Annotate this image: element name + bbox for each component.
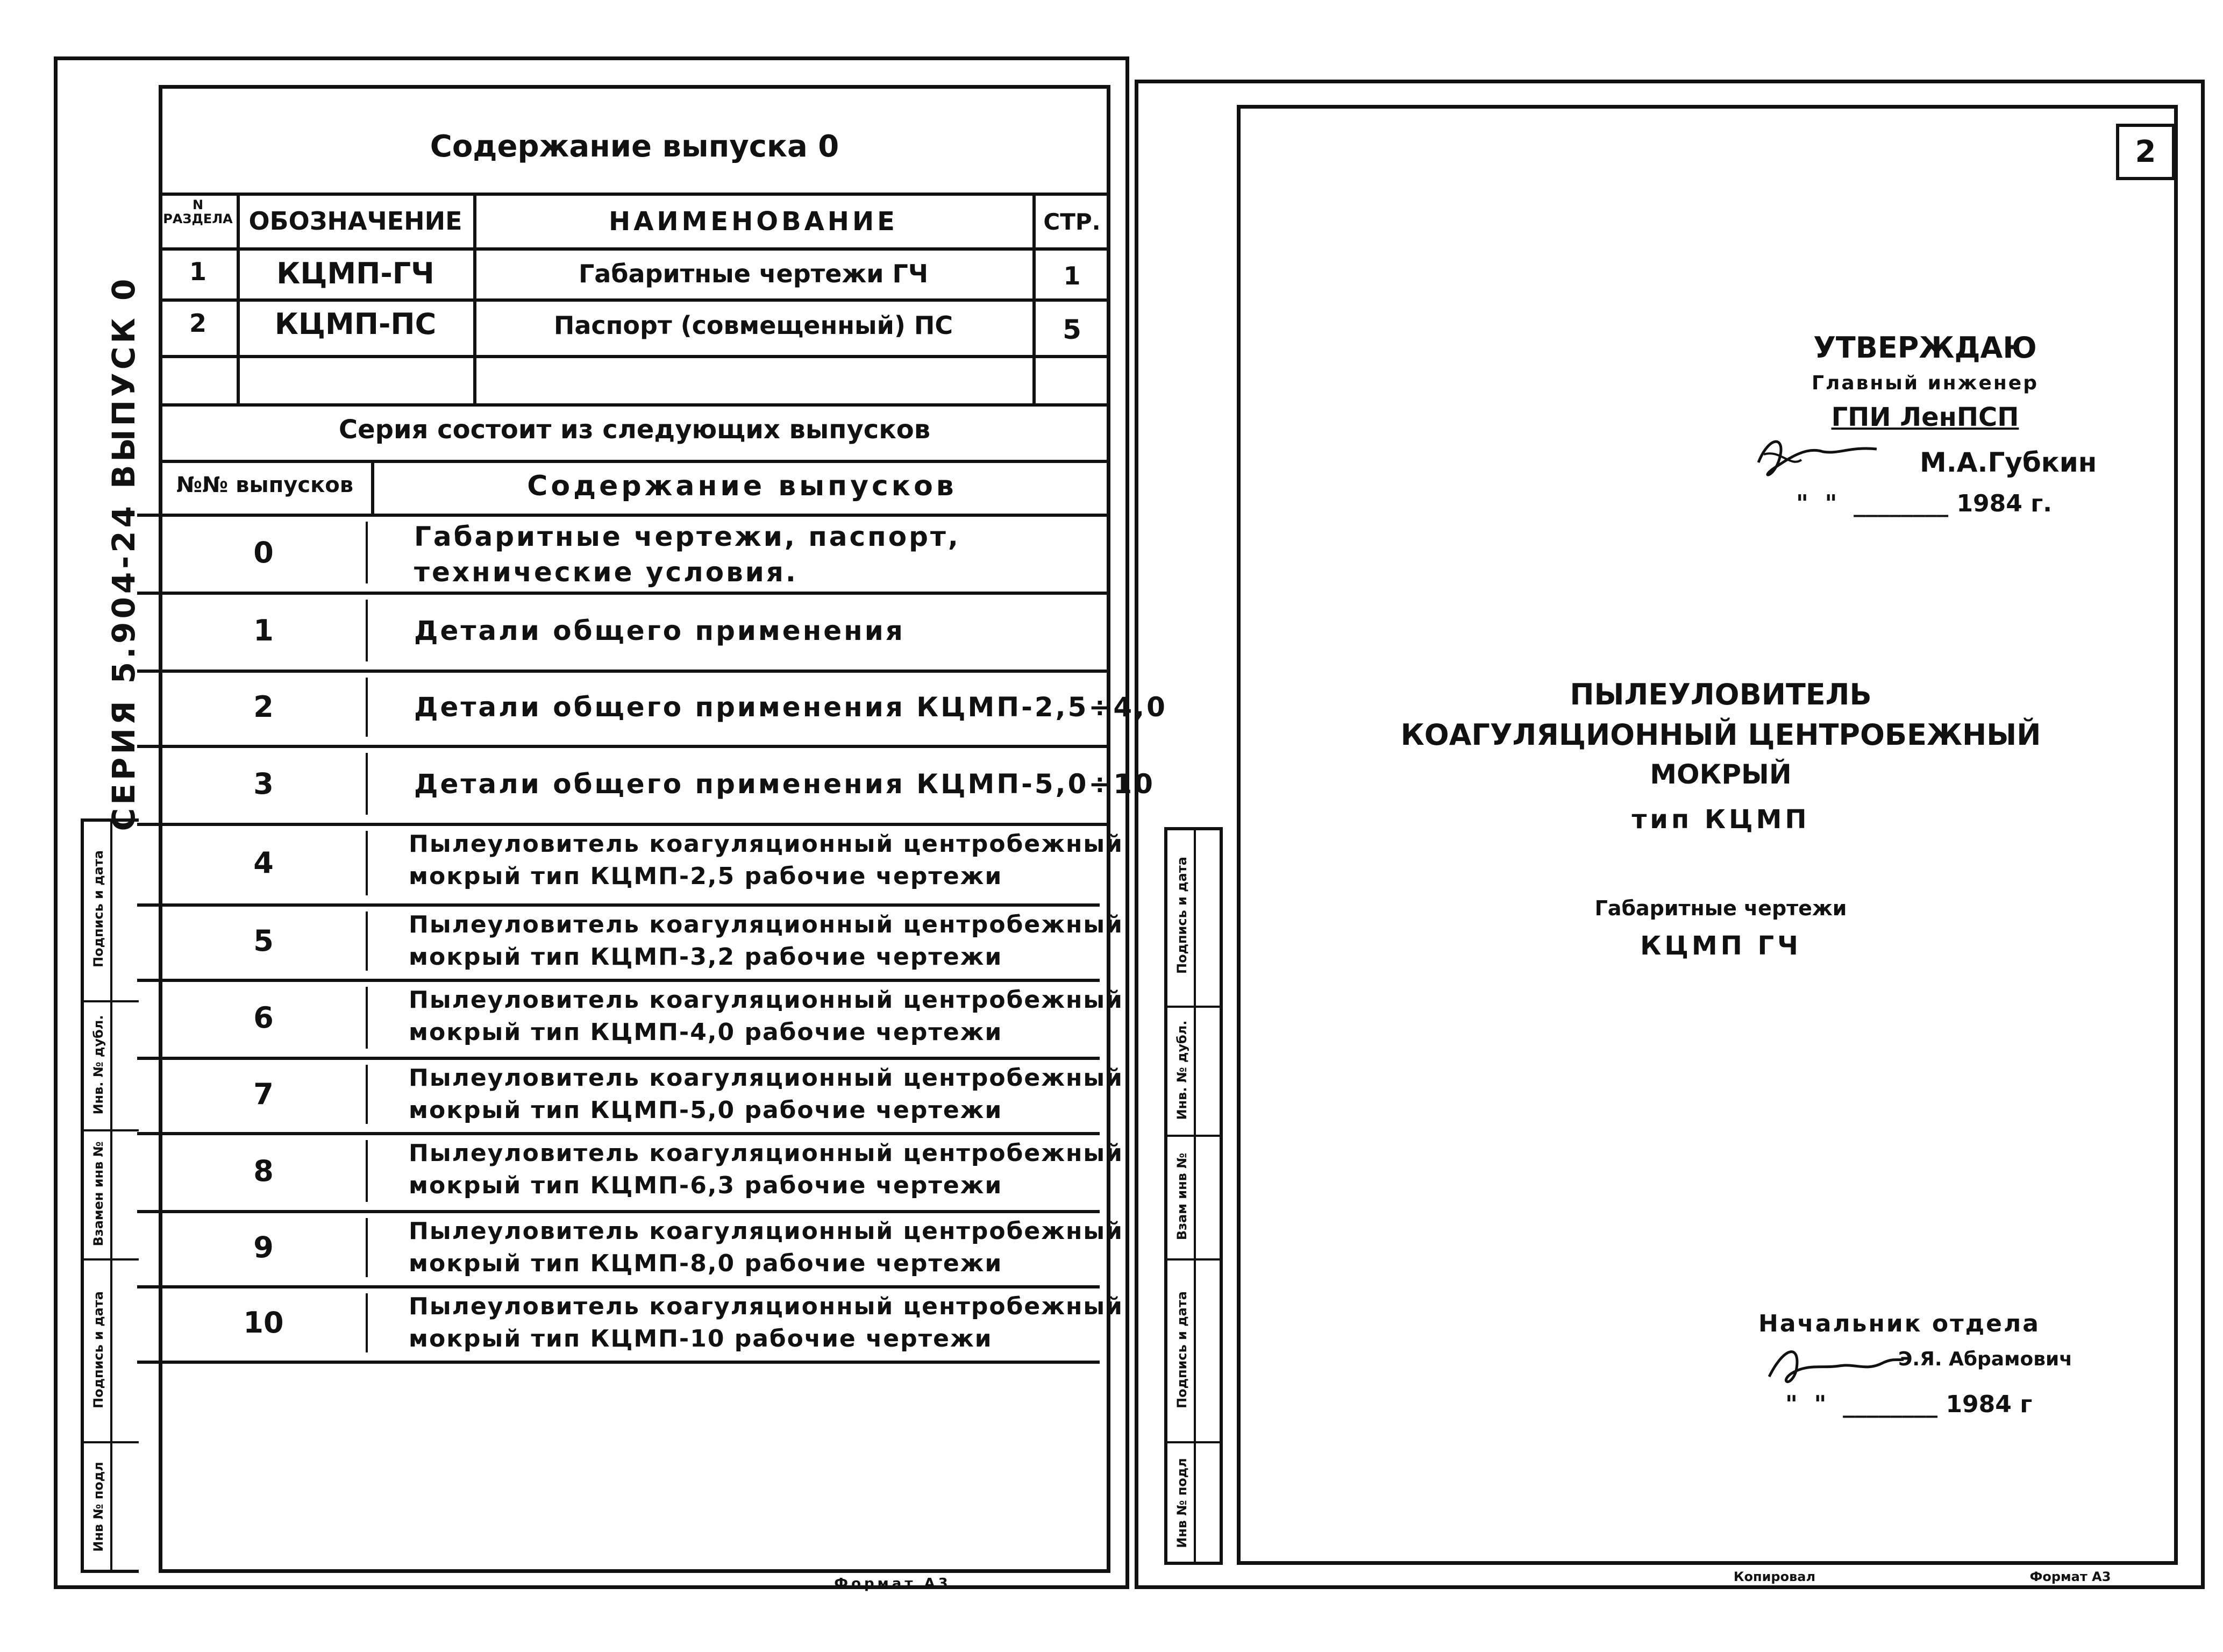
subtitle-line-2: КЦМП ГЧ <box>1640 931 1801 961</box>
series-row-separator <box>366 753 368 815</box>
series-row-num: 1 <box>253 613 274 647</box>
series-row-separator <box>366 912 368 971</box>
title-line-2: КОАГУЛЯЦИОННЫЙ ЦЕНТРОБЕЖНЫЙ <box>1400 718 2041 752</box>
series-row-content-line1: Детали общего применения КЦМП-5,0÷10 <box>414 768 1155 800</box>
contents-title: Содержание выпуска 0 <box>430 129 839 164</box>
stamp-label-original-inv: Инв № подл <box>91 1462 106 1552</box>
series-row-separator <box>366 1218 368 1277</box>
stamp-label-signature-date-2: Подпись и дата <box>91 1291 106 1408</box>
series-row-divider <box>137 1057 1100 1060</box>
approve-date: " " ________ 1984 г. <box>1796 490 2052 517</box>
series-row-divider <box>137 1285 1100 1288</box>
sheet-number: 2 <box>2135 134 2156 169</box>
approve-word: УТВЕРЖДАЮ <box>1813 331 2037 365</box>
series-row-separator <box>366 987 368 1049</box>
right-stamp-signature-date-2: Подпись и дата <box>1174 1291 1189 1408</box>
series-row-num: 8 <box>253 1153 274 1188</box>
series-row-num: 5 <box>253 924 274 958</box>
chief-name: Э.Я. Абрамович <box>1898 1348 2072 1370</box>
series-row-num: 10 <box>243 1306 284 1340</box>
format-label-left: Формат А3 <box>834 1576 951 1592</box>
series-row-num: 4 <box>253 846 274 880</box>
series-row-content-line2: мокрый тип КЦМП-8,0 рабочие чертежи <box>409 1250 1003 1277</box>
series-row-num: 3 <box>253 766 274 801</box>
series-row-separator <box>366 831 368 895</box>
footer-copied-by: Копировал <box>1733 1569 1816 1584</box>
series-row-content-line2: мокрый тип КЦМП-10 рабочие чертежи <box>409 1325 993 1352</box>
right-stamp-signature-date: Подпись и дата <box>1174 857 1189 974</box>
series-row-divider <box>137 1132 1100 1135</box>
series-row-content-line1: Пылеуловитель коагуляционный центробежный <box>409 830 1123 858</box>
series-row-content-line2: мокрый тип КЦМП-5,0 рабочие чертежи <box>409 1096 1003 1124</box>
series-row-num: 2 <box>253 690 274 724</box>
series-row-content-line2: мокрый тип КЦМП-6,3 рабочие чертежи <box>409 1172 1003 1199</box>
header-designation: ОБОЗНАЧЕНИЕ <box>248 206 462 236</box>
series-row-divider <box>137 1361 1100 1364</box>
chief-signature <box>1758 1334 1909 1393</box>
series-row-content-line1: Габаритные чертежи, паспорт, <box>414 521 960 552</box>
series-row-content-line2: технические условия. <box>414 557 798 588</box>
stamp-label-replace-inv: Взамен инв № <box>91 1141 106 1247</box>
series-row-separator <box>366 1140 368 1202</box>
header-section-num: N РАЗДЕЛА <box>163 197 233 227</box>
series-row-content-line2: мокрый тип КЦМП-3,2 рабочие чертежи <box>409 943 1003 971</box>
right-stamp-dup-inv: Инв. № дубл. <box>1174 1020 1189 1120</box>
footer-format-right: Формат А3 <box>2029 1569 2111 1584</box>
series-row-separator <box>366 1293 368 1352</box>
series-row-content-line1: Пылеуловитель коагуляционный центробежный <box>409 1293 1123 1320</box>
right-stamp-replace-inv: Взам инв № <box>1174 1152 1189 1241</box>
right-stamp-original-inv: Инв № подл <box>1174 1458 1189 1548</box>
series-row-content-line1: Пылеуловитель коагуляционный центробежный <box>409 1064 1123 1092</box>
series-row-divider <box>137 745 1110 748</box>
subtitle-line-1: Габаритные чертежи <box>1594 896 1847 920</box>
series-row-separator <box>366 522 368 583</box>
contents-row-1-page: 1 <box>1063 261 1081 290</box>
approve-org: ГПИ ЛенПСП <box>1831 402 2019 432</box>
contents-row-1-name: Габаритные чертежи ГЧ <box>579 259 928 288</box>
series-row-divider <box>137 592 1110 595</box>
series-row-separator <box>366 678 368 737</box>
series-row-num: 0 <box>253 535 274 569</box>
series-header-num: №№ выпусков <box>176 473 354 497</box>
series-row-content-line1: Пылеуловитель коагуляционный центробежный <box>409 911 1123 938</box>
header-name: НАИМЕНОВАНИЕ <box>609 206 898 237</box>
chief-date: " " ________ 1984 г <box>1785 1391 2033 1418</box>
series-row-content-line1: Детали общего применения КЦМП-2,5÷4,0 <box>414 692 1167 723</box>
contents-row-2-designation: КЦМП-ПС <box>274 307 437 341</box>
series-row-divider <box>137 903 1100 907</box>
right-stamp-column <box>1164 827 1222 1565</box>
series-side-label: СЕРИЯ 5.904-24 ВЫПУСК 0 <box>105 275 142 831</box>
series-row-separator <box>366 1065 368 1124</box>
series-row-separator <box>366 600 368 661</box>
series-row-content-line2: мокрый тип КЦМП-2,5 рабочие чертежи <box>409 863 1003 890</box>
series-row-content-line1: Пылеуловитель коагуляционный центробежный <box>409 986 1123 1014</box>
series-title: Серия состоит из следующих выпусков <box>338 415 931 445</box>
contents-row-1-num: 1 <box>189 257 206 286</box>
series-row-num: 7 <box>253 1077 274 1111</box>
title-line-1: ПЫЛЕУЛОВИТЕЛЬ <box>1570 678 1872 711</box>
series-row-divider <box>137 979 1100 982</box>
approver-signature <box>1748 425 1887 484</box>
series-row-divider <box>137 670 1110 673</box>
contents-row-2-page: 5 <box>1063 314 1081 345</box>
contents-row-2-num: 2 <box>189 309 206 338</box>
approve-position: Главный инженер <box>1812 372 2039 394</box>
series-row-num: 6 <box>253 1000 274 1035</box>
chief-position: Начальник отдела <box>1758 1310 2040 1337</box>
stamp-label-signature-date: Подпись и дата <box>91 850 106 967</box>
series-row-divider <box>137 823 1110 826</box>
title-line-4: тип КЦМП <box>1631 804 1810 835</box>
contents-row-2-name: Паспорт (совмещенный) ПС <box>553 311 953 340</box>
series-row-divider <box>137 1210 1100 1213</box>
series-row-num: 9 <box>253 1230 274 1264</box>
series-header-content: Содержание выпусков <box>527 470 957 502</box>
series-row-content-line1: Пылеуловитель коагуляционный центробежный <box>409 1217 1123 1245</box>
title-line-3: МОКРЫЙ <box>1650 759 1792 790</box>
approve-name: М.А.Губкин <box>1920 447 2097 478</box>
series-row-content-line1: Детали общего применения <box>414 615 905 646</box>
right-sheet-inner-frame <box>1237 105 2178 1565</box>
header-page: СТР. <box>1043 209 1101 235</box>
stamp-label-dup-inv: Инв. № дубл. <box>91 1015 106 1115</box>
left-stamp-column <box>81 818 139 1573</box>
series-row-content-line2: мокрый тип КЦМП-4,0 рабочие чертежи <box>409 1019 1003 1046</box>
contents-row-1-designation: КЦМП-ГЧ <box>276 257 434 290</box>
series-row-content-line1: Пылеуловитель коагуляционный центробежный <box>409 1140 1123 1167</box>
